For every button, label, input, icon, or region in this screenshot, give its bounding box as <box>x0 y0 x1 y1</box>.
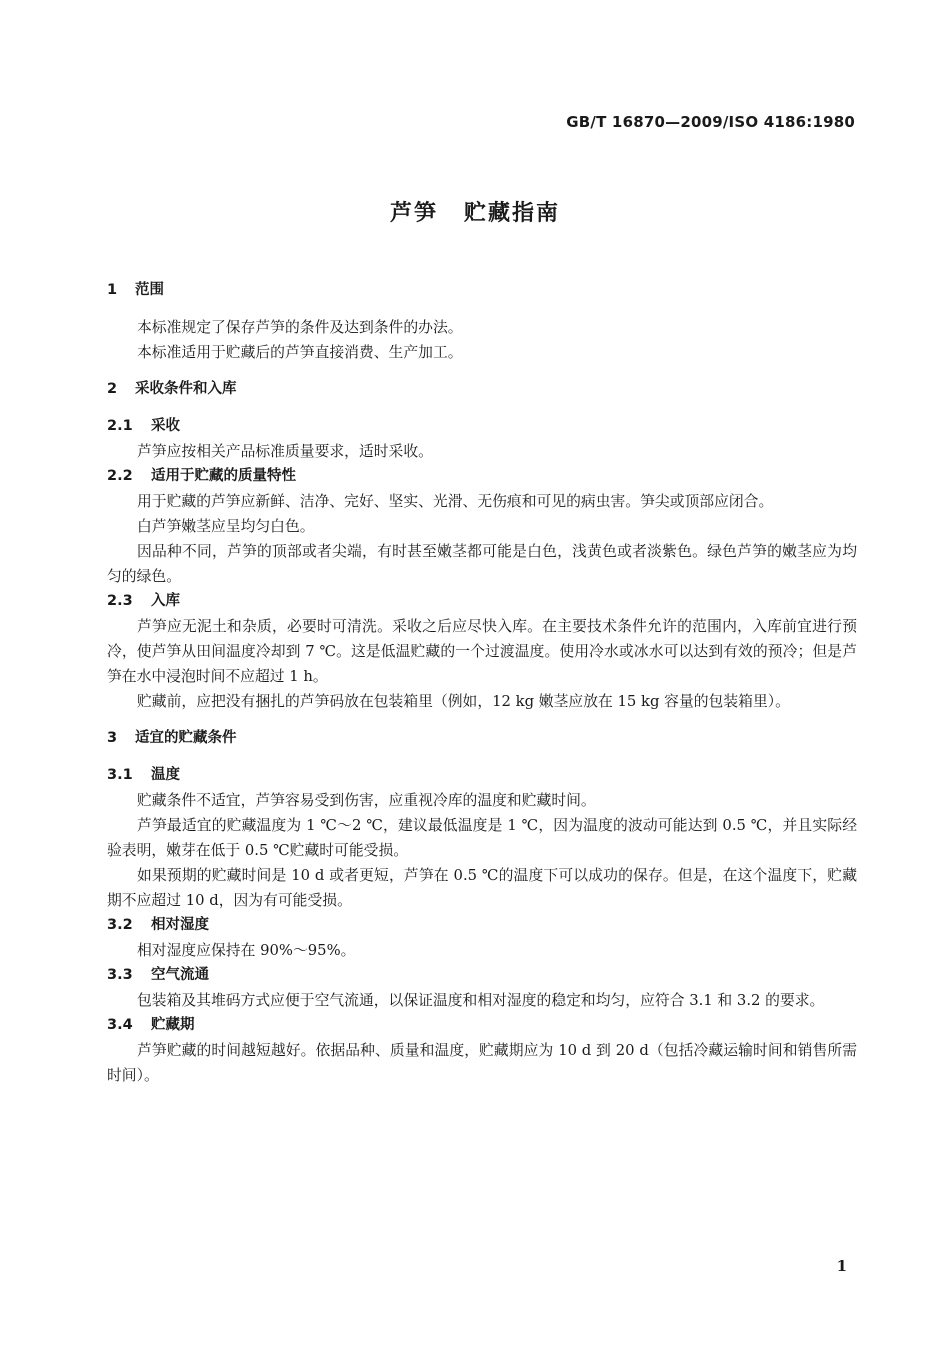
paragraph: 相对湿度应保持在 90%～95%。 <box>137 942 356 959</box>
section-title: 温度 <box>151 767 180 783</box>
paragraph: 贮藏条件不适宜，芦笋容易受到伤害，应重视冷库的温度和贮藏时间。 <box>137 792 596 809</box>
standard-number: GB/T 16870—2009/ISO 4186:1980 <box>566 113 855 131</box>
section-title: 入库 <box>151 593 180 609</box>
section-number: 2.2 <box>107 468 133 484</box>
title-part-2: 贮藏指南 <box>464 201 561 226</box>
section-number: 2 <box>107 381 118 397</box>
section-number: 3.2 <box>107 917 133 933</box>
section-2-1-heading <box>107 414 857 439</box>
section-3-3-heading <box>107 963 857 988</box>
section-2-heading <box>107 377 857 402</box>
section-number: 2.3 <box>107 593 133 609</box>
paragraph: 包装箱及其堆码方式应便于空气流通，以保证温度和相对湿度的稳定和均匀，应符合 3.1 和 3.2 的要求。 <box>137 992 825 1009</box>
section-title: 空气流通 <box>151 967 209 983</box>
section-3-1-heading <box>107 763 857 788</box>
paragraph: 白芦笋嫩茎应呈均匀白色。 <box>137 518 315 535</box>
section-3-heading <box>107 726 857 751</box>
section-3-2-heading <box>107 913 857 938</box>
section-title: 采收 <box>151 418 180 434</box>
section-number: 3.4 <box>107 1017 133 1033</box>
section-number: 3 <box>107 730 118 746</box>
paragraph: 用于贮藏的芦笋应新鲜、洁净、完好、坚实、光滑、无伤痕和可见的病虫害。笋尖或顶部应闭合。 <box>137 493 774 510</box>
title-part-1: 芦笋 <box>389 201 438 226</box>
section-title: 范围 <box>135 282 164 298</box>
section-title: 采收条件和入库 <box>135 381 237 397</box>
document-body <box>107 278 857 1088</box>
paragraph: 芦笋贮藏的时间越短越好。依据品种、质量和温度，贮藏期应为 10 d 到 20 d（包括冷藏运输时间和销售所需时间）。 <box>107 1042 857 1084</box>
section-title: 适宜的贮藏条件 <box>135 730 237 746</box>
section-title: 适用于贮藏的质量特性 <box>151 468 296 484</box>
section-number: 3.1 <box>107 767 133 783</box>
paragraph: 芦笋应无泥土和杂质，必要时可清洗。采收之后应尽快入库。在主要技术条件允许的范围内，入库前宜进行预冷，使芦笋从田间温度冷却到 7 ℃。这是低温贮藏的一个过渡温度。使用冷水或冰水可以达到有效的预冷；但是芦笋在水中浸泡时间不应超过 1 h。 <box>107 618 857 685</box>
section-2-2-heading <box>107 464 857 489</box>
paragraph: 芦笋最适宜的贮藏温度为 1 ℃～2 ℃，建议最低温度是 1 ℃，因为温度的波动可能达到 0.5 ℃，并且实际经验表明，嫩芽在低于 0.5 ℃贮藏时可能受损。 <box>107 817 857 859</box>
paragraph: 本标准规定了保存芦笋的条件及达到条件的办法。 <box>137 319 463 336</box>
paragraph: 因品种不同，芦笋的顶部或者尖端，有时甚至嫩茎都可能是白色，浅黄色或者淡紫色。绿色芦笋的嫩茎应为均匀的绿色。 <box>107 543 857 585</box>
paragraph: 芦笋应按相关产品标准质量要求，适时采收。 <box>137 443 433 460</box>
page-number: 1 <box>836 1257 847 1275</box>
section-number: 1 <box>107 282 118 298</box>
section-title: 贮藏期 <box>151 1017 195 1033</box>
paragraph: 如果预期的贮藏时间是 10 d 或者更短，芦笋在 0.5 ℃的温度下可以成功的保存。但是，在这个温度下，贮藏期不应超过 10 d，因为有可能受损。 <box>107 867 857 909</box>
section-number: 2.1 <box>107 418 133 434</box>
section-number: 3.3 <box>107 967 133 983</box>
paragraph: 贮藏前，应把没有捆扎的芦笋码放在包装箱里（例如，12 kg 嫩茎应放在 15 kg 容量的包装箱里）。 <box>137 693 790 710</box>
document-title <box>0 196 950 227</box>
paragraph: 本标准适用于贮藏后的芦笋直接消费、生产加工。 <box>137 344 463 361</box>
section-1-heading <box>107 278 857 303</box>
section-title: 相对湿度 <box>151 917 209 933</box>
section-2-3-heading <box>107 589 857 614</box>
section-3-4-heading <box>107 1013 857 1038</box>
